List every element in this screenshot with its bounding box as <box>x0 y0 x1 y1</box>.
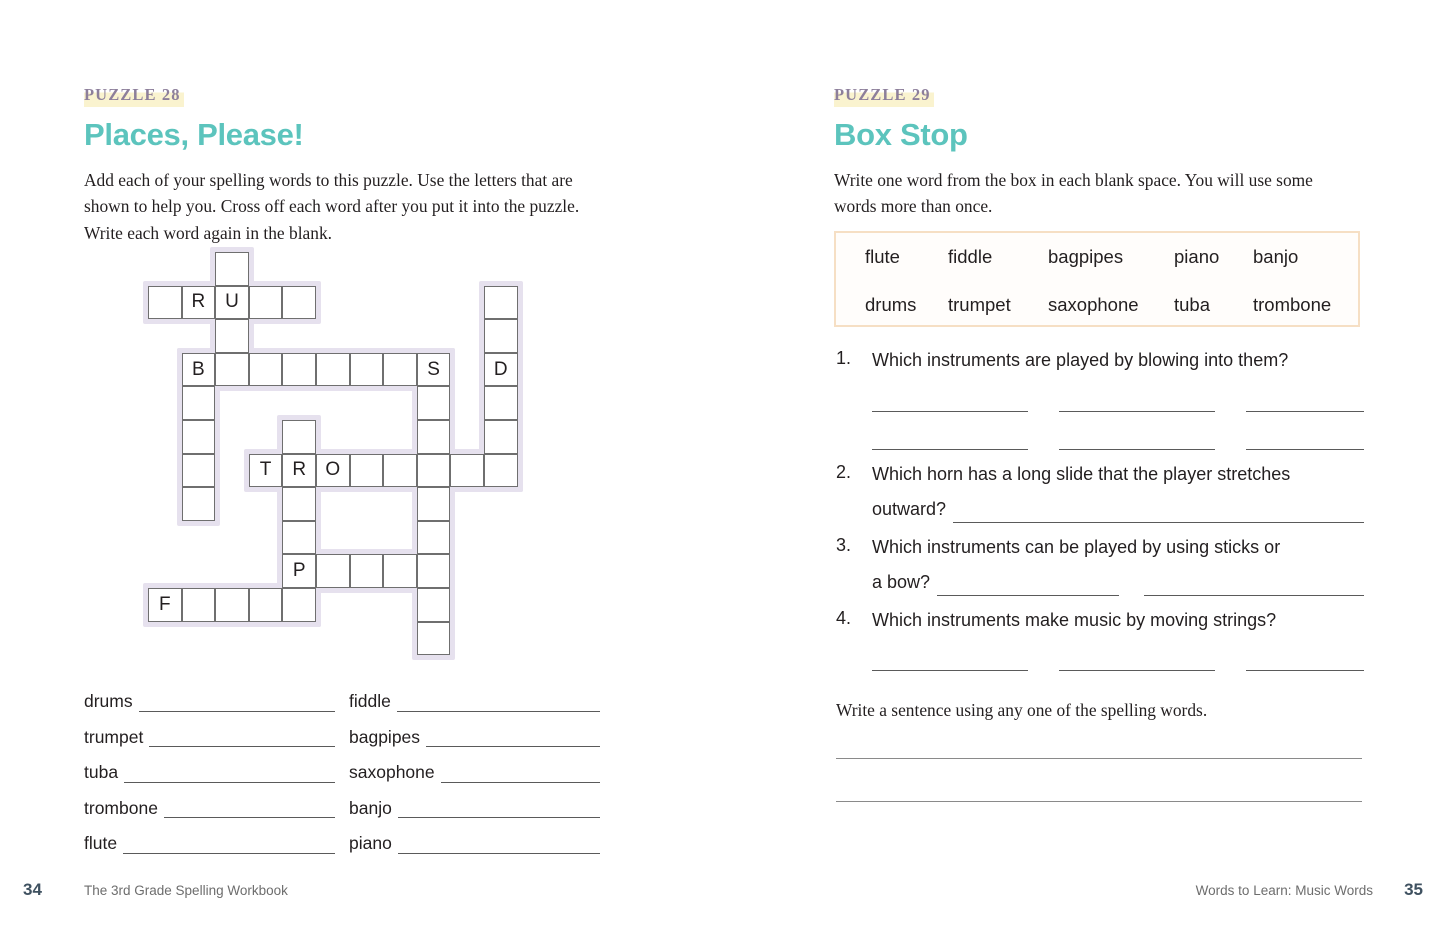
question-text-continued: outward? <box>872 499 947 520</box>
word-bank-word: bagpipes <box>1048 246 1124 267</box>
puzzle-29-title: Box Stop <box>834 117 968 152</box>
word-bank-word: saxophone <box>1048 294 1139 315</box>
word-blank-item <box>84 692 349 711</box>
word-blank-label: flute <box>84 833 118 854</box>
question-continuation <box>872 497 1364 523</box>
word-bank-word: tuba <box>1174 294 1211 315</box>
word-bank-word: banjo <box>1253 246 1299 267</box>
crossword-cell-filled[interactable]: O <box>316 454 350 488</box>
crossword-cell-empty[interactable] <box>383 353 417 387</box>
crossword-cell-filled[interactable]: B <box>182 353 216 387</box>
crossword-cell-empty[interactable] <box>417 420 451 454</box>
question-body <box>872 462 1364 523</box>
puzzle-29-eyebrow: PUZZLE 29 <box>834 84 934 107</box>
crossword-cell-empty[interactable] <box>417 622 451 656</box>
word-bank-row-2 <box>836 281 1358 329</box>
word-bank-word: flute <box>865 246 900 267</box>
crossword-cell-empty[interactable] <box>182 454 216 488</box>
crossword-cell-empty[interactable] <box>215 353 249 387</box>
word-blank-label: fiddle <box>349 691 391 712</box>
puzzle-28-title: Places, Please! <box>84 117 304 152</box>
crossword-cell-empty[interactable] <box>249 353 283 387</box>
sentence-prompt: Write a sentence using any one of the spelling words. <box>836 700 1208 720</box>
right-page-number: 35 <box>1404 880 1423 899</box>
answer-blank-row <box>872 374 1364 412</box>
crossword-cell-empty[interactable] <box>350 554 384 588</box>
answer-blank[interactable] <box>872 396 1028 412</box>
crossword-cell-filled[interactable]: R <box>282 454 316 488</box>
crossword-cell-empty[interactable] <box>350 454 384 488</box>
word-blank-row <box>84 818 614 854</box>
crossword-cell-filled[interactable]: D <box>484 353 518 387</box>
question-text: Which instruments can be played by using sticks or <box>872 536 1281 557</box>
puzzle-28-eyebrow: PUZZLE 28 <box>84 84 184 107</box>
question-item <box>836 608 1364 672</box>
word-blank-label: bagpipes <box>349 726 421 747</box>
word-bank-word: fiddle <box>948 246 993 267</box>
question-text: Which horn has a long slide that the player stretches <box>872 463 1291 484</box>
word-blank-item <box>349 763 614 782</box>
crossword-cell-filled[interactable]: U <box>215 286 249 320</box>
crossword-cell-empty[interactable] <box>417 454 451 488</box>
left-page <box>0 0 722 934</box>
word-bank-box <box>834 231 1360 327</box>
question-list <box>836 348 1364 683</box>
word-bank-word: trombone <box>1253 294 1332 315</box>
answer-blank[interactable] <box>872 434 1028 450</box>
crossword-cell-empty[interactable] <box>282 521 316 555</box>
word-blank-line[interactable] <box>123 839 335 854</box>
crossword-cell-empty[interactable] <box>215 588 249 622</box>
question-text: Which instruments are played by blowing into them? <box>872 350 1289 370</box>
word-blank-item <box>84 728 349 747</box>
crossword-cell-empty[interactable] <box>182 487 216 521</box>
puzzle-29-instructions: Write one word from the box in each blank space. You will use some words more than once. <box>834 170 1313 217</box>
crossword-cell-empty[interactable] <box>417 487 451 521</box>
word-blank-label: trumpet <box>84 726 144 747</box>
crossword-cell-empty[interactable] <box>249 588 283 622</box>
crossword-cell-empty[interactable] <box>417 386 451 420</box>
crossword-cell-empty[interactable] <box>182 386 216 420</box>
left-running-head: The 3rd Grade Spelling Workbook <box>84 883 288 898</box>
word-blank-item <box>349 799 614 818</box>
word-blank-item <box>349 692 614 711</box>
crossword-grid[interactable] <box>148 252 548 664</box>
word-blank-label: banjo <box>349 797 392 818</box>
crossword-cell-empty[interactable] <box>417 554 451 588</box>
puzzle-28-eyebrow-wrap <box>84 84 184 107</box>
crossword-cell-empty[interactable] <box>383 454 417 488</box>
puzzle-29-eyebrow-wrap <box>834 84 934 107</box>
sentence-write-line-1[interactable] <box>836 758 1362 759</box>
answer-blank-row <box>872 633 1364 671</box>
crossword-cell-empty[interactable] <box>417 588 451 622</box>
crossword-cell-filled[interactable]: R <box>182 286 216 320</box>
crossword-cell-empty[interactable] <box>182 420 216 454</box>
word-blank-label: piano <box>349 833 392 854</box>
answer-blank[interactable] <box>1246 396 1364 412</box>
crossword-cell-empty[interactable] <box>282 353 316 387</box>
crossword-cell-empty[interactable] <box>484 386 518 420</box>
word-blank-item <box>349 728 614 747</box>
crossword-cell-empty[interactable] <box>484 420 518 454</box>
sentence-write-line-2[interactable] <box>836 801 1362 802</box>
word-blank-item <box>349 834 614 853</box>
crossword-cell-empty[interactable] <box>417 521 451 555</box>
question-number: 4. <box>836 607 852 628</box>
crossword-cell-empty[interactable] <box>282 286 316 320</box>
answer-blank[interactable] <box>1059 655 1215 671</box>
word-blank-item <box>84 763 349 782</box>
word-bank-row-1 <box>836 233 1358 281</box>
crossword-cell-empty[interactable] <box>484 319 518 353</box>
word-bank-word: drums <box>865 294 917 315</box>
word-blank-label: tuba <box>84 762 119 783</box>
word-bank-word: piano <box>1174 246 1220 267</box>
question-item <box>836 462 1364 523</box>
answer-blank-row <box>872 412 1364 450</box>
word-blank-line[interactable] <box>426 732 600 747</box>
question-body <box>872 535 1364 596</box>
word-blank-line[interactable] <box>398 839 600 854</box>
right-running-head: Words to Learn: Music Words <box>1195 883 1373 898</box>
answer-blank[interactable] <box>937 580 1119 596</box>
answer-blank[interactable] <box>953 507 1364 523</box>
word-blank-item <box>84 834 349 853</box>
question-item <box>836 535 1364 596</box>
word-blank-item <box>84 799 349 818</box>
crossword-cell-empty[interactable] <box>215 252 249 286</box>
answer-blank[interactable] <box>1059 434 1215 450</box>
crossword-cell-filled[interactable]: T <box>249 454 283 488</box>
crossword-cell-empty[interactable] <box>282 588 316 622</box>
answer-blank[interactable] <box>1144 580 1364 596</box>
answer-blank[interactable] <box>1246 655 1364 671</box>
word-blank-line[interactable] <box>441 768 600 783</box>
word-blank-row <box>84 747 614 783</box>
question-item <box>836 348 1364 450</box>
crossword-cell-empty[interactable] <box>215 319 249 353</box>
crossword-cell-empty[interactable] <box>282 487 316 521</box>
crossword-cell-filled[interactable]: P <box>282 554 316 588</box>
answer-blank[interactable] <box>872 655 1028 671</box>
question-body <box>872 608 1364 672</box>
spelling-word-blank-list <box>84 676 614 854</box>
crossword-cell-empty[interactable] <box>316 554 350 588</box>
answer-blank[interactable] <box>1246 434 1364 450</box>
crossword-cell-empty[interactable] <box>249 286 283 320</box>
crossword-cell-empty[interactable] <box>316 353 350 387</box>
crossword-cell-empty[interactable] <box>148 286 182 320</box>
crossword-cell-empty[interactable] <box>350 353 384 387</box>
word-blank-line[interactable] <box>397 697 600 712</box>
question-continuation <box>872 570 1364 596</box>
crossword-cell-filled[interactable]: S <box>417 353 451 387</box>
word-blank-row <box>84 712 614 748</box>
crossword-cell-empty[interactable] <box>282 420 316 454</box>
crossword-cell-filled[interactable]: F <box>148 588 182 622</box>
word-blank-line[interactable] <box>149 732 335 747</box>
right-page-footer <box>723 874 1445 934</box>
word-bank-word: trumpet <box>948 294 1011 315</box>
word-blank-line[interactable] <box>124 768 335 783</box>
crossword-cell-empty[interactable] <box>383 554 417 588</box>
crossword-cell-empty[interactable] <box>450 454 484 488</box>
crossword-cell-empty[interactable] <box>484 454 518 488</box>
word-blank-row <box>84 783 614 819</box>
crossword-cell-empty[interactable] <box>484 286 518 320</box>
word-blank-row <box>84 676 614 712</box>
word-blank-label: drums <box>84 691 133 712</box>
question-text: Which instruments make music by moving strings? <box>872 609 1277 630</box>
word-blank-line[interactable] <box>139 697 335 712</box>
left-page-number: 34 <box>23 880 42 899</box>
word-blank-label: trombone <box>84 797 158 818</box>
question-number: 1. <box>836 348 852 368</box>
question-number: 3. <box>836 534 852 555</box>
answer-blank[interactable] <box>1059 396 1215 412</box>
question-body <box>872 348 1364 450</box>
puzzle-28-instructions: Add each of your spelling words to this puzzle. Use the letters that are shown to help you. Cross off each word after you put it into the puzzle. Write each word again in the blank. <box>84 170 580 243</box>
question-text-continued: a bow? <box>872 572 931 593</box>
crossword-cell-empty[interactable] <box>182 588 216 622</box>
word-blank-line[interactable] <box>164 803 335 818</box>
word-blank-line[interactable] <box>398 803 600 818</box>
word-blank-label: saxophone <box>349 762 435 783</box>
question-number: 2. <box>836 461 852 482</box>
